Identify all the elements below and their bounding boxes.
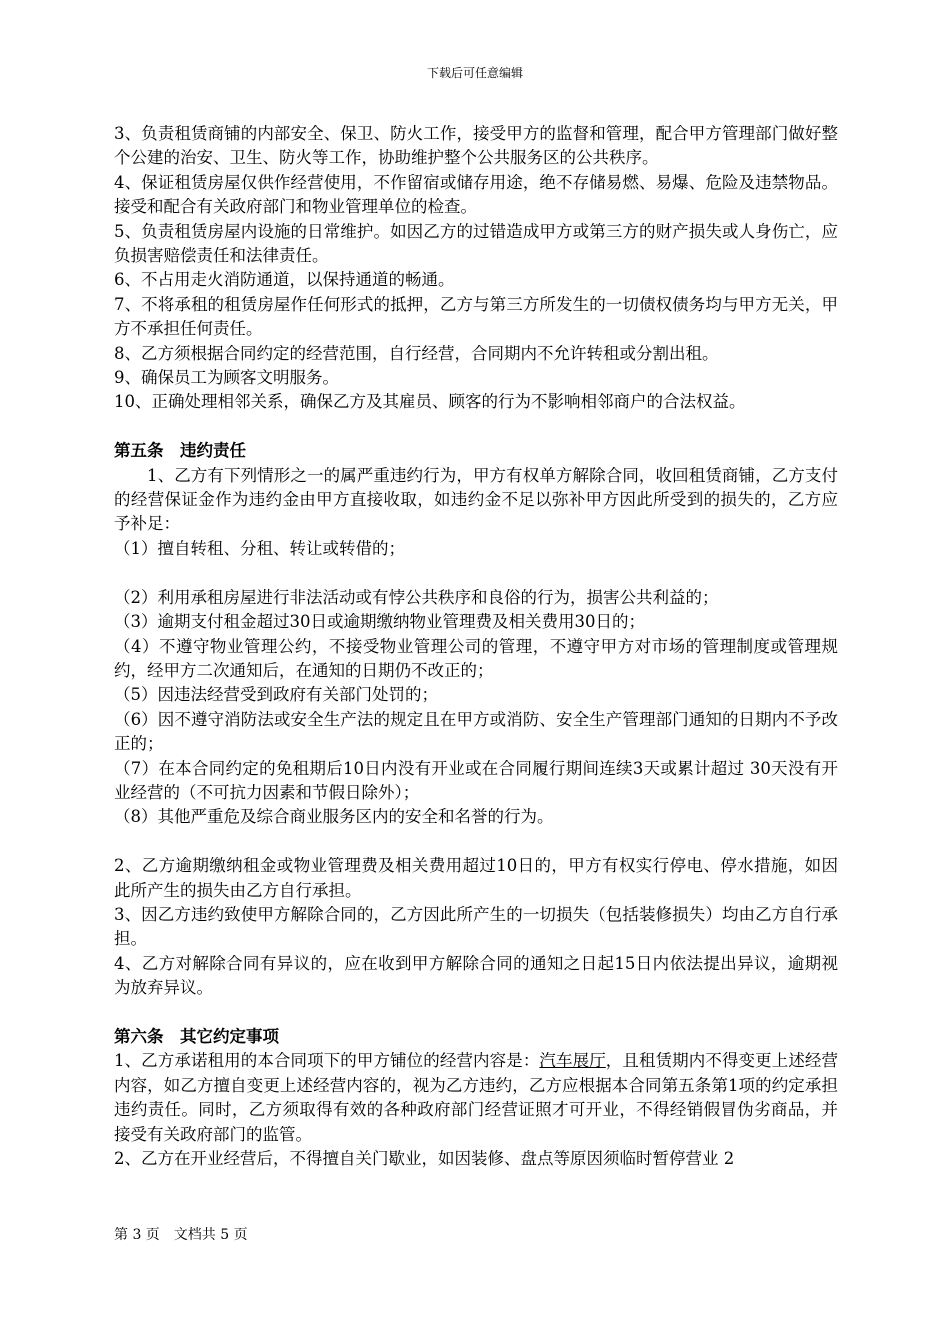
- clause-item: [114, 1049, 838, 1147]
- clause-item: 8、乙方须根据合同约定的经营范围，自行经营，合同期内不允许转租或分割出租。: [114, 343, 719, 363]
- sub-item: （4）不遵守物业管理公约，不接受物业管理公司的管理，不遵守甲方对市场的管理制度或管理规约，经甲方二次通知后，在通知的日期仍不改正的；: [114, 636, 838, 680]
- sub-item: （6）因不遵守消防法或安全生产法的规定且在甲方或消防、安全生产管理部门通知的日期内不予改正的；: [114, 709, 838, 754]
- clause-text: 1、乙方承诺租用的本合同项下的甲方铺位的经营内容是：: [114, 1051, 540, 1071]
- clause-item: 6、不占用走火消防通道，以保持通道的畅通。: [114, 270, 455, 290]
- clause-item: 7、不将承租的租赁房屋作任何形式的抵押，乙方与第三方所发生的一切债权债务均与甲方无关，甲方不承担任何责任。: [114, 294, 838, 339]
- sub-item: （7）在本合同约定的免租期后10日内没有开业或在合同履行期间连续3天或累计超过 30天没有开业经营的（不可抗力因素和节假日除外）；: [114, 758, 838, 802]
- clause-item: 4、保证租赁房屋仅供作经营使用，不作留宿或储存用途，绝不存储易燃、易爆、危险及违禁物品。接受和配合有关政府部门和物业管理单位的检查。: [114, 172, 838, 217]
- clause-item: 4、乙方对解除合同有异议的，应在收到甲方解除合同的通知之日起15日内依法提出异议，逾期视为放弃异议。: [114, 953, 838, 998]
- clause-item: 2、乙方在开业经营后，不得擅自关门歇业，如因装修、盘点等原因须临时暂停营业 2: [114, 1149, 735, 1168]
- sub-item: （1）擅自转租、分租、转让或转借的；: [114, 538, 405, 558]
- clause-item: 10、正确处理相邻关系，确保乙方及其雇员、顾客的行为不影响相邻商户的合法权益。: [114, 392, 746, 412]
- section-title: 第五条 违约责任: [114, 441, 246, 461]
- sub-item: （5）因违法经营受到政府有关部门处罚的；: [114, 685, 438, 705]
- page-header: 下载后可任意编辑: [426, 66, 523, 80]
- clause-item: 9、确保员工为顾客文明服务。: [114, 368, 339, 388]
- sub-item: （3）逾期支付租金超过30日或逾期缴纳物业管理费及相关费用30日的；: [114, 612, 645, 632]
- clause-item: 3、因乙方违约致使甲方解除合同的，乙方因此所产生的一切损失（包括装修损失）均由乙方自行承担。: [114, 904, 838, 949]
- document-body: [114, 122, 838, 1171]
- clause-item: 5、负责租赁房屋内设施的日常维护。如因乙方的过错造成甲方或第三方的财产损失或人身伤亡，应负损害赔偿责任和法律责任。: [114, 221, 838, 266]
- section-title: 第六条 其它约定事项: [114, 1026, 279, 1046]
- clause-item: 3、负责租赁商铺的内部安全、保卫、防火工作，接受甲方的监督和管理，配合甲方管理部门做好整个公建的治安、卫生、防火等工作，协助维护整个公共服务区的公共秩序。: [114, 124, 838, 168]
- section-intro: 1、乙方有下列情形之一的属严重违约行为，甲方有权单方解除合同，收回租赁商铺，乙方支付的经营保证金作为违约金由甲方直接收取，如违约金不足以弥补甲方因此所受到的损失的，乙方应予补足：: [114, 465, 838, 534]
- clause-item: 2、乙方逾期缴纳租金或物业管理费及相关费用超过10日的，甲方有权实行停电、停水措施，如因此所产生的损失由乙方自行承担。: [114, 856, 838, 900]
- page-footer: 第 3 页 文档共 5 页: [114, 1227, 248, 1243]
- sub-item: （8）其他严重危及综合商业服务区内的安全和名誉的行为。: [114, 807, 554, 827]
- sub-item: （2）利用承租房屋进行非法活动或有悖公共秩序和良俗的行为，损害公共利益的；: [114, 587, 719, 607]
- business-content: 汽车展厅: [539, 1051, 606, 1071]
- clause-text: ，且租赁期内不得变更上述经营内容，如乙方擅自变更上述经营内容的，视为乙方违约，乙方应根据本合同第五条第1项的约定承担违约责任。同时，乙方须取得有效的各种政府部门经营证照才可开业，不得经销假冒伪劣商品，并接受有关政府部门的监管。: [114, 1051, 839, 1144]
